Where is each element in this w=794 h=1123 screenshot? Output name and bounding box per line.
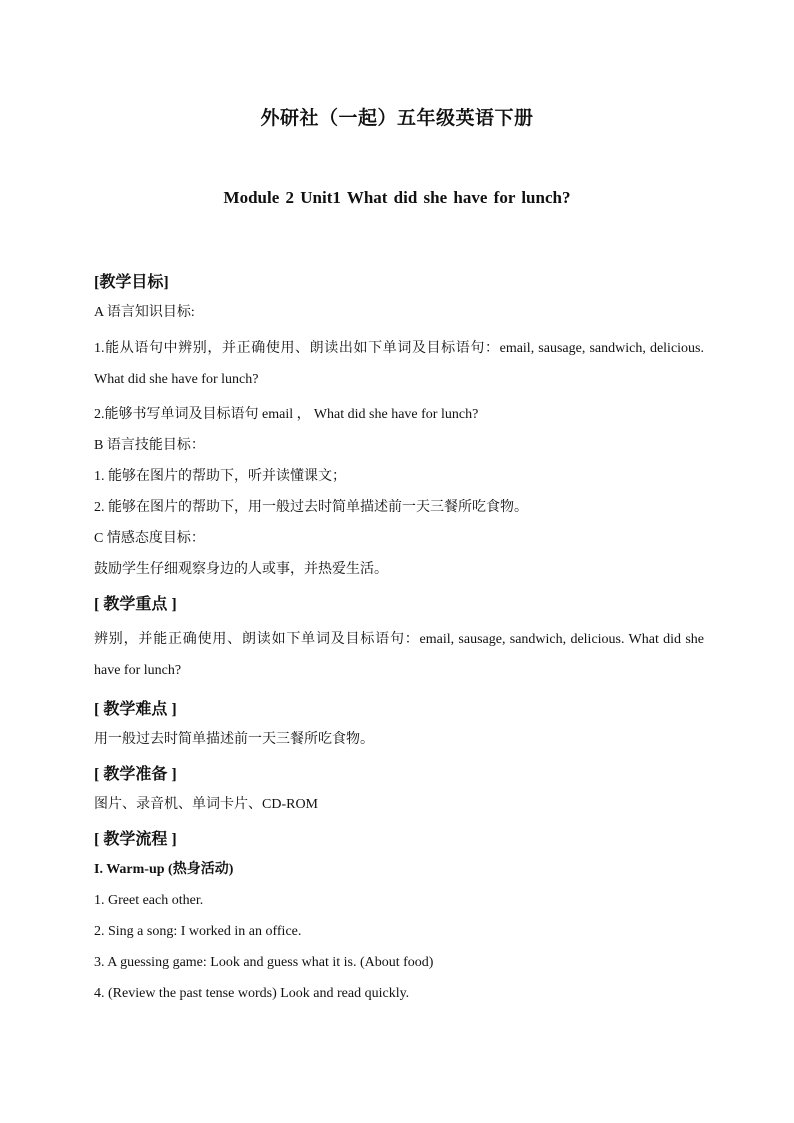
list-item: 2. Sing a song: I worked in an office. xyxy=(94,924,302,939)
lesson-subtitle: Module 2 Unit1 What did she have for lunch? xyxy=(223,188,571,207)
warm-up-title: I. Warm-up (热身活动) xyxy=(94,862,234,877)
objective-a2: 2.能够书写单词及目标语句 email ， What did she have for lunch? xyxy=(94,407,479,422)
difficulties-heading: [ 教学难点 ] xyxy=(94,701,177,718)
objective-c1: 鼓励学生仔细观察身边的人或事，并热爱生活。 xyxy=(94,562,388,577)
objective-a1: 1.能从语句中辨别，并正确使用、朗读出如下单词及目标语句：email, sausage, sandwich, delicious. What did she have for lunch? xyxy=(94,341,704,387)
procedure-heading: [ 教学流程 ] xyxy=(94,831,177,848)
document-body xyxy=(94,268,704,1014)
document-title: 外研社（一起）五年级英语下册 xyxy=(260,108,534,129)
objective-b1: 1. 能够在图片的帮助下，听并读懂课文； xyxy=(94,469,346,484)
objective-a-label: A 语言知识目标: xyxy=(94,305,195,320)
difficulties-text: 用一般过去时简单描述前一天三餐所吃食物。 xyxy=(94,732,374,747)
list-item: 3. A guessing game: Look and guess what it is. (About food) xyxy=(94,955,434,970)
key-points-text: 辨别，并能正确使用、朗读如下单词及目标语句：email, sausage, sandwich, delicious. What did she have for lunch? xyxy=(94,632,704,678)
list-item: 4. (Review the past tense words) Look and read quickly. xyxy=(94,986,410,1001)
objective-c-label: C 情感态度目标： xyxy=(94,531,205,546)
objectives-heading: [教学目标] xyxy=(94,274,169,291)
objective-b2: 2. 能够在图片的帮助下，用一般过去时简单描述前一天三餐所吃食物。 xyxy=(94,500,528,515)
objective-b-label: B 语言技能目标： xyxy=(94,438,205,453)
list-item: 1. Greet each other. xyxy=(94,893,204,908)
preparation-text: 图片、录音机、单词卡片、CD-ROM xyxy=(94,797,319,812)
key-points-heading: [ 教学重点 ] xyxy=(94,596,177,613)
preparation-heading: [ 教学准备 ] xyxy=(94,766,177,783)
